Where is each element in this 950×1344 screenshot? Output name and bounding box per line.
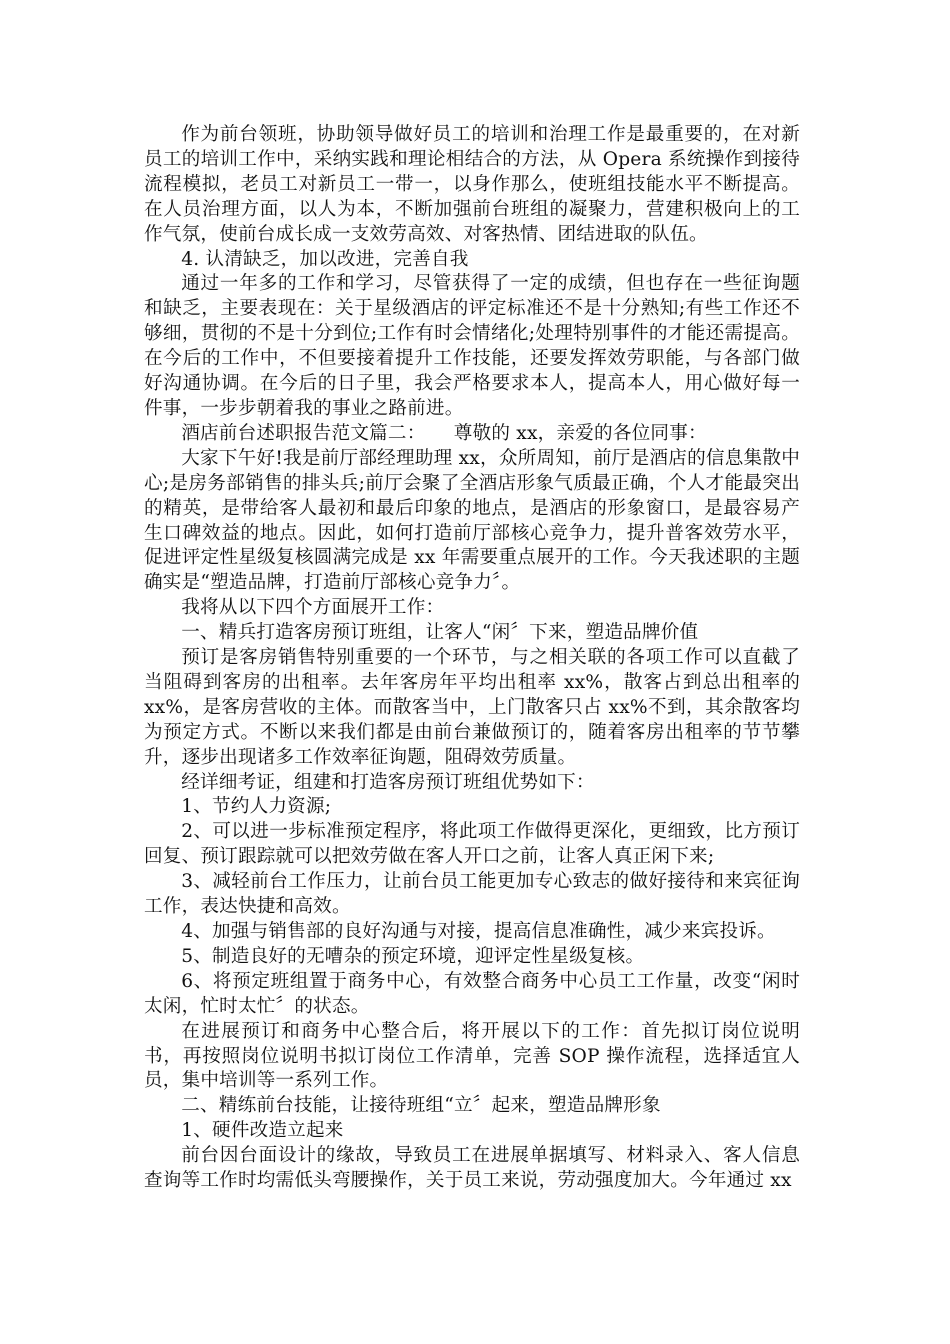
paragraph: 一、精兵打造客房预订班组，让客人“闲〞下来，塑造品牌价值 (181, 622, 699, 644)
paragraph: 1、节约人力资源; (181, 796, 332, 818)
paragraph: 4. 认清缺乏，加以改进，完善自我 (181, 248, 469, 270)
paragraph: 我将从以下四个方面展开工作： (181, 597, 445, 619)
paragraph: 4、加强与销售部的良好沟通与对接，提高信息准确性，减少来宾投诉。 (181, 921, 776, 942)
paragraph: 经详细考证，组建和打造客房预订班组优势如下： (181, 771, 595, 793)
paragraph: 5、制造良好的无嘈杂的预定环境，迎评定性星级复核。 (181, 945, 645, 967)
paragraph: 在进展预订和商务中心整合后，将开展以下的工作：首先拟订岗位说明书，再按照岗位说明书拟订岗位工作清单，完善 SOP 操作流程，选择适宜人员，集中培训等一系列工作。 (144, 1020, 800, 1092)
paragraph: 前台因台面设计的缘故，导致员工在进展单据填写、材料录入、客人信息查询等工作时均需低头弯腰操作，关于员工来说，劳动强度加大。今年通过 xx (144, 1145, 800, 1192)
paragraph: 预订是客房销售特别重要的一个环节，与之相关联的各项工作可以直截了当阻碍到客房的出租率。去年客房年平均出租率 xx%，散客占到总出租率的 xx%，是客房营收的主体。而散客当中，上门散客只占 xx%不到，其余散客均为预定方式。不断以来我们都是由前台兼做预订的，随着客房出租率的节节攀升，逐步出现诸多工作效率征询题，阻碍效劳质量。 (144, 647, 800, 768)
paragraph: 作为前台领班，协助领导做好员工的培训和治理工作是最重要的，在对新员工的培训工作中，采纳实践和理论相结合的方法，从 Opera 系统操作到接待流程模拟，老员工对新员工一带一，以身作那么，使班组技能水平不断提高。在人员治理方面，以人为本，不断加强前台班组的凝聚力，营建积极向上的工作气氛，使前台成长成一支效劳高效、对客热情、团结进取的队伍。 (144, 124, 800, 245)
paragraph: 酒店前台述职报告范文篇二： 尊敬的 xx，亲爱的各位同事： (181, 422, 707, 444)
paragraph: 大家下午好!我是前厅部经理助理 xx，众所周知，前厅是酒店的信息集散中心;是房务部销售的排头兵;前厅会聚了全酒店形象气质最正确，个人才能最突出的精英，是带给客人最初和最后印象的地点，是酒店的形象窗口，是最容易产生口碑效益的地点。因此，如何打造前厅部核心竞争力，提升普客效劳水平，促进评定性星级复核圆满完成是 xx 年需要重点展开的工作。今天我述职的主题确实是“塑造品牌，打造前厅部核心竞争力〞。 (144, 447, 800, 594)
paragraph: 2、可以进一步标准预定程序，将此项工作做得更深化，更细致，比方预订回复、预订跟踪就可以把效劳做在客人开口之前，让客人真正闲下来; (144, 821, 800, 868)
document-body (144, 123, 800, 1194)
paragraph: 二、精练前台技能，让接待班组“立〞起来，塑造品牌形象 (181, 1095, 661, 1117)
paragraph: 6、将预定班组置于商务中心，有效整合商务中心员工工作量，改变“闲时太闲，忙时太忙〞的状态。 (144, 970, 800, 1017)
paragraph: 通过一年多的工作和学习，尽管获得了一定的成绩，但也存在一些征询题和缺乏，主要表现在：关于星级酒店的评定标准还不是十分熟知;有些工作还不够细，贯彻的不是十分到位;工作有时会情绪化;处理特别事件的才能还需提高。在今后的工作中，不但要接着提升工作技能，还要发挥效劳职能，与各部门做好沟通协调。在今后的日子里，我会严格要求本人，提高本人，用心做好每一件事，一步步朝着我的事业之路前进。 (144, 273, 800, 419)
paragraph: 3、减轻前台工作压力，让前台员工能更加专心致志的做好接待和来宾征询工作，表达快捷和高效。 (144, 871, 800, 918)
paragraph: 1、硬件改造立起来 (181, 1120, 344, 1142)
